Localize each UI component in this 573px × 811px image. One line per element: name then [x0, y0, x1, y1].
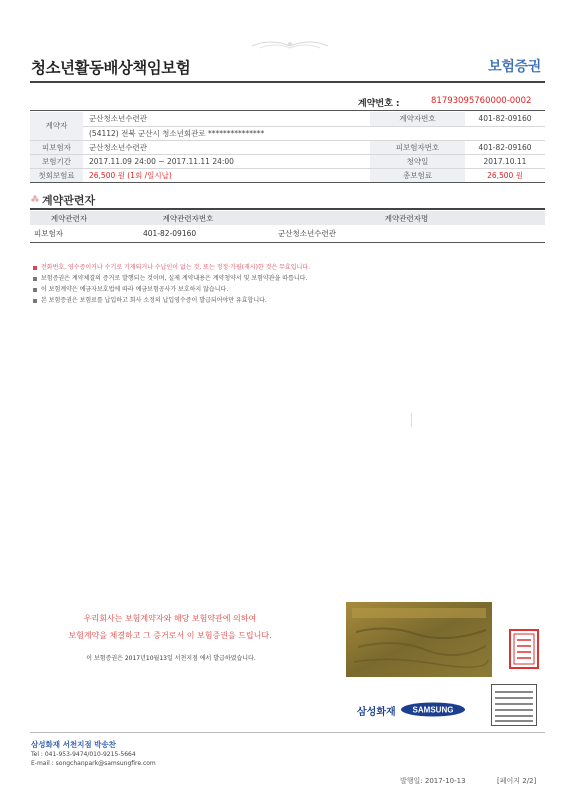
email-text: E-mail : songchanpark@samsungfire.com	[31, 760, 156, 767]
cert-line	[495, 709, 533, 711]
certification-line-1: 우리회사는 보험계약자와 해당 보험약관에 의하여	[83, 614, 257, 623]
period-label: 보험기간	[30, 154, 83, 168]
insured-name: 군산청소년수련관	[83, 140, 370, 154]
title-divider	[30, 81, 545, 83]
telephone-text: Tel : 041-953-9474/010-9215-5664	[31, 751, 136, 758]
notice-text: 전화번호, 영수증이거나 수기로 기재되거나 수납인이 없는 것, 또는 정정·가필(재시)한 것은 무효입니다.	[41, 264, 311, 271]
cert-line	[495, 697, 533, 699]
contract-divider	[30, 110, 545, 111]
related-section-divider	[30, 208, 545, 210]
issue-date: 발행일: 2017-10-13	[400, 777, 466, 785]
page-number: [페이지 2/2]	[497, 777, 537, 785]
related-row-id: 401-82-09160	[108, 225, 268, 242]
policyholder-label: 계약자	[30, 112, 83, 140]
notice-text: 본 보험증권은 보험료를 납입하고 회사 소정의 납입영수증이 발급되어야만 유효합니다.	[41, 297, 267, 304]
list-item	[33, 262, 310, 273]
bullet-icon	[33, 299, 37, 303]
notice-list	[33, 262, 310, 306]
branch-contact-name: 삼성화재 서천지점 박송찬	[31, 740, 116, 749]
contract-number-value: 81793095760000-0002	[431, 96, 532, 106]
notice-text: 보험증권은 계약체결의 증거로 발행되는 것이며, 실제 계약내용은 계약청약서 및 보험약관을 따릅니다.	[41, 275, 308, 282]
cert-line	[495, 715, 533, 717]
related-col-role: 계약관련자	[30, 211, 108, 225]
samsung-logo	[400, 702, 466, 717]
period-value: 2017.11.09 24:00 ~ 2017.11.11 24:00	[83, 154, 370, 168]
policyholder-id-value: 401-82-09160	[465, 112, 545, 126]
total-premium-label: 총보험료	[370, 168, 465, 182]
cert-line	[495, 703, 533, 705]
flower-icon	[31, 195, 39, 203]
scan-mark	[411, 413, 417, 427]
cert-line	[495, 720, 533, 722]
related-section-title: 계약관련자	[42, 194, 96, 207]
insured-id-value: 401-82-09160	[465, 140, 545, 154]
related-party-table	[30, 211, 545, 243]
list-item	[33, 295, 310, 306]
issue-note: 이 보험증권은 2017년10월13일 서천지점 에서 발급하였습니다.	[86, 655, 256, 662]
document-title: 청소년활동배상책임보험	[31, 59, 191, 77]
certification-mark-box	[491, 684, 537, 726]
company-seal-stamp	[508, 628, 540, 670]
related-col-name: 계약관련자명	[268, 211, 545, 225]
ornament-icon	[250, 36, 330, 52]
brand-korean-name: 삼성화재	[357, 707, 396, 718]
bullet-icon	[33, 266, 37, 270]
table-row	[30, 225, 545, 242]
cert-line	[495, 691, 533, 693]
policyholder-address: (54112) 전북 군산시 청소년회관로 ***************	[83, 126, 545, 140]
insured-label: 피보험자	[30, 140, 83, 154]
footer-divider	[30, 732, 545, 733]
list-item	[33, 273, 310, 284]
certification-line-2: 보험계약을 체결하고 그 증거로서 이 보험증권을 드립니다.	[68, 631, 272, 640]
related-row-role: 피보험자	[30, 225, 108, 242]
subscription-date-value: 2017.10.11	[465, 154, 545, 168]
first-premium-label: 첫회보험료	[30, 168, 83, 182]
subscription-date-label: 청약일	[370, 154, 465, 168]
document-kind: 보험증권	[488, 59, 541, 75]
insured-id-label: 피보험자번호	[370, 140, 465, 154]
related-row-name: 군산청소년수련관	[268, 225, 545, 242]
bullet-icon	[33, 277, 37, 281]
related-col-id: 계약관련자번호	[108, 211, 268, 225]
logo-text: SAMSUNG	[412, 705, 454, 715]
list-item	[33, 284, 310, 295]
policy-info-table	[30, 112, 545, 183]
notice-text: 이 보험계약은 예금자보호법에 따라 예금보험공사가 보호하지 않습니다.	[41, 286, 229, 293]
contract-number-label: 계약번호 :	[358, 99, 400, 109]
bullet-icon	[33, 288, 37, 292]
policyholder-name: 군산청소년수련관	[83, 112, 370, 126]
total-premium-value: 26,500 원	[465, 168, 545, 182]
policyholder-id-label: 계약자번호	[370, 112, 465, 126]
first-premium-value: 26,500 원 (1회 /일시납)	[83, 168, 370, 182]
gold-seal-image	[346, 602, 492, 677]
